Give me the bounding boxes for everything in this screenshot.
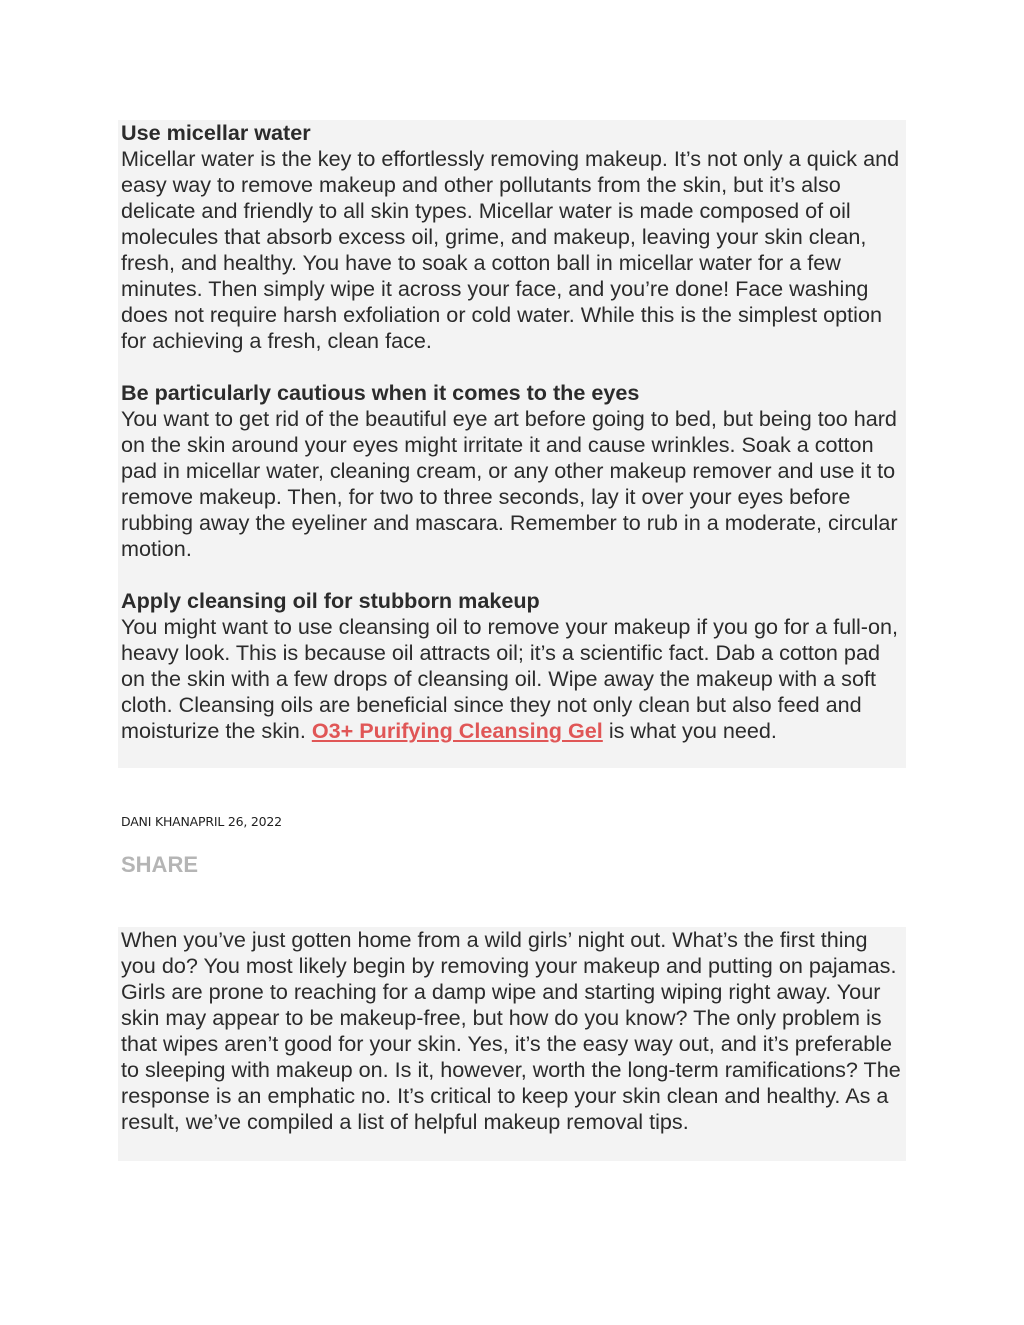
tips-block [118, 120, 906, 768]
section-body: You want to get rid of the beautiful eye art before going to bed, but being too hard on the skin around your eyes might irritate it and cause wrinkles. Soak a cotton pad in micellar water, cleaning cream, or any other makeup remover and use it to remove makeup. Then, for two to three seconds, lay it over your eyes before rubbing away the eyeliner and mascara. Remember to rub in a moderate, circular motion. [121, 406, 898, 561]
section-body: Micellar water is the key to effortlessly removing makeup. It’s not only a quick and easy way to remove makeup and other pollutants from the skin, but it’s also delicate and friendly to all skin types. Micellar water is made composed of oil molecules that absorb excess oil, grime, and makeup, leaving your skin clean, fresh, and healthy. You have to soak a cotton ball in micellar water for a few minutes. Then simply wipe it across your face, and you’re done! Face washing does not require harsh exfoliation or cold water. While this is the simplest option for achieving a fresh, clean face. [121, 146, 900, 353]
section-body-end: is what you need. [608, 718, 777, 743]
section-heading: Apply cleansing oil for stubborn makeup [121, 588, 540, 613]
intro-block [118, 927, 906, 1161]
tip-section-eyes [121, 380, 902, 562]
intro-text: When you’ve just gotten home from a wild girls’ night out. What’s the first thing you do? You most likely begin by removing your makeup and putting on pajamas. Girls are prone to reaching for a damp wipe and starting wiping right away. Your skin may appear to be makeup-free, but how do you know? The only problem is that wipes aren’t good for your skin. Yes, it’s the easy way out, and it’s preferable to sleeping with makeup on. Is it, however, worth the long-term ramifications? The response is an emphatic no. It’s critical to keep your skin clean and healthy. As a result, we’ve compiled a list of helpful makeup removal tips. [121, 927, 901, 1134]
section-heading: Be particularly cautious when it comes to the eyes [121, 380, 640, 405]
author-date-line: DANI KHANAPRIL 26, 2022 [121, 814, 282, 829]
tip-section-cleansing-oil [121, 588, 902, 744]
tip-section-micellar [121, 120, 902, 354]
section-heading: Use micellar water [121, 120, 311, 145]
product-link[interactable]: O3+ Purifying Cleansing Gel [311, 718, 603, 743]
section-body: You might want to use cleansing oil to remove your makeup if you go for a full-on, heavy look. This is because oil attracts oil; it’s a scientific fact. Dab a cotton pad on the skin with a few drops of cleansing oil. Wipe away the makeup with a soft cloth. Cleansing oils are beneficial since they not only clean but also feed and moisturize the skin. [121, 614, 899, 743]
share-button[interactable]: SHARE [121, 852, 199, 877]
